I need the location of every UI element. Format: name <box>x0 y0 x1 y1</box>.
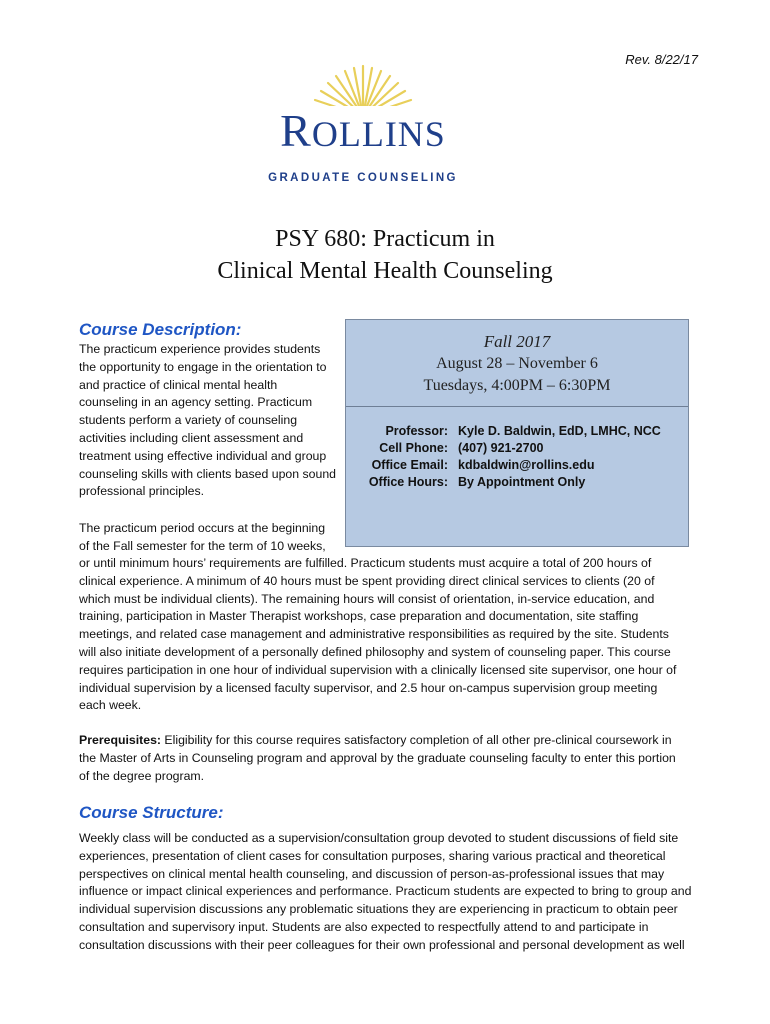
course-description-paragraph2 <box>79 555 704 715</box>
prerequisites-label: Prerequisites: <box>79 733 162 747</box>
rollins-logo <box>258 62 468 187</box>
course-description-paragraph2-start <box>79 520 349 556</box>
text-line: professional principles. <box>79 484 205 499</box>
text-line: The practicum period occurs at the beginning <box>79 521 326 535</box>
text-line: requires participation in one hour of individual supervision with a clinically licensed site supervisor, one hour of <box>79 662 677 677</box>
contact-row-professor <box>346 424 688 441</box>
prerequisites-paragraph <box>79 732 704 785</box>
text-line: influence or impact clinical experiences and performance. Practicum students are expected to bring to group and <box>79 884 692 899</box>
text-line: training, participation in Master Therapist workshops, case preparation and documentation, site staffing <box>79 609 639 624</box>
term-label: Fall 2017 <box>483 332 551 351</box>
course-title-line1: PSY 680: Practicum in <box>275 226 495 252</box>
course-info-box <box>345 319 689 547</box>
contact-label: Cell Phone: <box>379 441 448 455</box>
contact-row-phone <box>346 441 688 458</box>
text-line: the Master of Arts in Counseling program and approval by the graduate counseling faculty to enter this portion <box>79 750 676 765</box>
contact-row-email <box>346 458 688 475</box>
text-line: perspectives on clinical mental health counseling, and discussion of person-as-professional issues that may <box>79 866 665 881</box>
contact-row-hours <box>346 475 688 492</box>
text-line: Weekly class will be conducted as a supervision/consultation group devoted to student discussions of field site <box>79 831 679 845</box>
text-line: will also initiate development of a personally defined philosophy and system of counseling paper. This course <box>79 644 671 659</box>
text-line: consultation and supervisory input. Students are also expected to respectfully attend to and participate in <box>79 919 649 934</box>
email-address: kdbaldwin@rollins.edu <box>458 458 595 472</box>
professor-name: Kyle D. Baldwin, EdD, LMHC, NCC <box>458 424 661 438</box>
text-line: individual supervision by a licensed faculty supervisor, and 2.5 hour on-campus supervision group meeting <box>79 680 658 695</box>
contact-label: Office Hours: <box>368 475 448 489</box>
text-line: counseling in an agency setting. Practicum <box>79 395 313 410</box>
text-line: The practicum experience provides students <box>79 342 321 356</box>
contact-label: Professor: <box>385 424 448 438</box>
text-line: meetings, and related case management and administrative responsibilities as required by the site. Students <box>79 627 669 642</box>
logo-wordmark: ROLLINS <box>280 105 446 156</box>
course-structure-heading: Course Structure: <box>79 803 224 822</box>
text-line: consultation discussions with their peer colleagues for their own professional and personal development as well <box>79 937 685 952</box>
text-line: and practice of clinical mental health <box>79 377 278 392</box>
phone-number: (407) 921-2700 <box>458 441 544 455</box>
text-line: counseling skills with clients based upon sound <box>79 466 337 481</box>
course-description-paragraph1 <box>79 341 349 501</box>
contact-label: Office Email: <box>371 458 448 472</box>
term-dates: August 28 – November 6 <box>436 355 598 372</box>
text-line <box>79 732 704 750</box>
text-line: activities including client assessment and <box>79 430 304 445</box>
course-title-line2: Clinical Mental Health Counseling <box>217 258 553 284</box>
contact-table <box>346 424 688 492</box>
text-line: each week. <box>79 698 142 713</box>
course-structure-paragraph <box>79 830 704 955</box>
text-line: which must be individual clients). The remaining hours will consist of orientation, in-service education, and <box>79 591 655 606</box>
course-description-heading: Course Description: <box>79 320 242 339</box>
logo-subtitle: GRADUATE COUNSELING <box>268 172 458 184</box>
text-line: students perform a variety of counseling <box>79 413 298 428</box>
text-line: or until minimum hours’ requirements are fulfilled. Practicum students must acquire a total of 200 hours of <box>79 556 652 570</box>
text-line: of the Fall semester for the term of 10 weeks, <box>79 538 326 553</box>
text-line: experiences, presentation of client cases for consultation purposes, sharing various practical and theoretical <box>79 848 666 863</box>
text-line: individual supervision discussions any problematic situations they are experiencing in practicum to obtain peer <box>79 902 678 917</box>
text-line: of the degree program. <box>79 768 205 783</box>
text-line: the opportunity to engage in the orientation to <box>79 359 327 374</box>
prerequisites-text: Eligibility for this course requires satisfactory completion of all other pre-clinical coursework in <box>161 733 672 747</box>
revision-date: Rev. 8/22/17 <box>625 52 698 67</box>
text-line: clinical experience. A minimum of 40 hours must be spent providing direct clinical services to clients (20 of <box>79 573 655 588</box>
class-time: Tuesdays, 4:00PM – 6:30PM <box>423 377 611 394</box>
box-divider <box>346 406 688 407</box>
office-hours: By Appointment Only <box>458 475 586 489</box>
text-line: treatment using effective individual and group <box>79 448 327 463</box>
